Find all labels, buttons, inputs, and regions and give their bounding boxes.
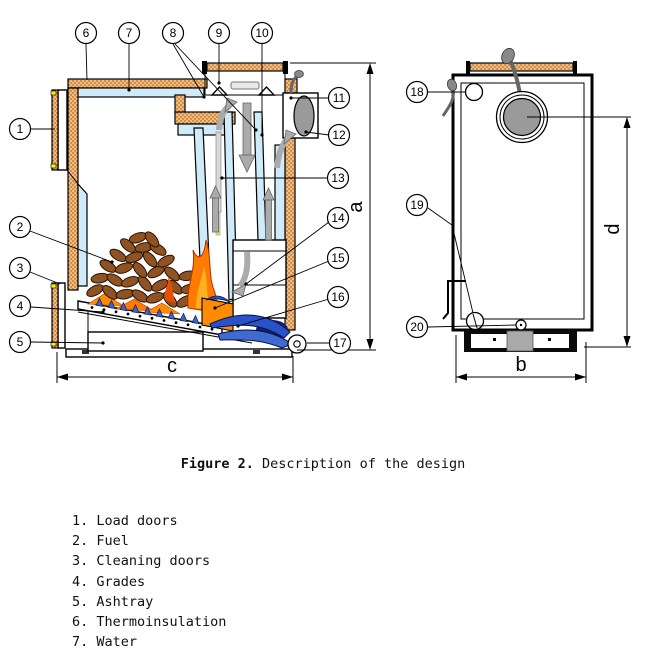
flue-fan: [294, 96, 314, 136]
svg-text:16: 16: [331, 290, 345, 305]
callout-badge-5: [10, 332, 31, 353]
callout-badge-6: [76, 23, 97, 44]
grate-tooth: [180, 313, 187, 321]
cleaning-door: [51, 283, 65, 348]
legend-item: 4. Grades: [72, 573, 146, 590]
legend-item: 1. Load doors: [72, 513, 178, 529]
ashtray: [88, 332, 203, 351]
svg-text:12: 12: [332, 128, 346, 143]
callout-badge-7: [119, 23, 140, 44]
callout-badge-11: [329, 88, 350, 109]
small-port: [516, 320, 526, 330]
svg-text:11: 11: [332, 91, 346, 106]
callout-badge-1: [10, 119, 31, 140]
callout-badge-17: [330, 333, 351, 354]
callout-badge-13: [328, 168, 349, 189]
callout-badge-19: [407, 195, 428, 216]
callout-badge-16: [328, 287, 349, 308]
svg-text:3: 3: [16, 261, 24, 276]
svg-text:17: 17: [333, 336, 347, 351]
legend-item: 5. Ashtray: [72, 593, 154, 610]
legend-list: [72, 511, 226, 652]
chimney-lid: [207, 63, 283, 71]
svg-text:8: 8: [169, 26, 177, 41]
dim-label-a: a: [345, 201, 367, 213]
callout-badge-10: [252, 23, 273, 44]
water-jacket-left: [78, 184, 87, 286]
svg-text:2: 2: [16, 220, 24, 235]
insulation-left: [68, 88, 78, 290]
dim-label-d: d: [602, 223, 624, 235]
callout-badge-8: [163, 23, 184, 44]
back-top-insulation: [466, 61, 577, 74]
grate-tooth: [192, 316, 199, 324]
drain-valve: [467, 313, 484, 330]
boiler-back-view: [443, 46, 592, 352]
dim-label-c: c: [167, 355, 177, 377]
legend-item: 7. Water: [72, 634, 138, 651]
figure-caption-text: Description of the design: [253, 456, 466, 472]
door-hinge: [51, 284, 56, 288]
callout-badge-15: [328, 248, 349, 269]
svg-text:1: 1: [16, 122, 24, 137]
door-hinge: [51, 91, 56, 95]
svg-text:5: 5: [16, 335, 24, 350]
callout-badge-14: [328, 208, 349, 229]
svg-text:6: 6: [82, 26, 90, 41]
svg-text:9: 9: [215, 26, 223, 41]
callout-badge-2: [10, 217, 31, 238]
svg-text:7: 7: [125, 26, 133, 41]
back-base: [464, 330, 577, 352]
svg-text:18: 18: [410, 85, 424, 100]
chimney-box: [202, 61, 288, 95]
callout-badge-9: [209, 23, 230, 44]
svg-text:20: 20: [410, 320, 424, 335]
damper-right: [259, 87, 274, 95]
svg-text:14: 14: [331, 211, 345, 226]
callout-badge-4: [10, 296, 31, 317]
figure-label: Figure 2.: [180, 456, 254, 472]
svg-text:15: 15: [331, 251, 345, 266]
callout-badge-12: [329, 125, 350, 146]
lid-handle: [231, 82, 259, 89]
thermo-well: [466, 84, 483, 101]
svg-text:4: 4: [16, 299, 24, 314]
door-hinge: [51, 164, 56, 168]
insulation-top: [68, 79, 207, 97]
legend-item: 6. Thermoinsulation: [72, 613, 227, 630]
callout-badge-3: [10, 258, 31, 279]
legend-item: 2. Fuel: [72, 533, 129, 550]
callout-badge-20: [407, 317, 428, 338]
svg-text:19: 19: [410, 198, 424, 213]
figure-caption: [0, 456, 646, 472]
down-arrow: [243, 103, 251, 155]
svg-text:10: 10: [255, 26, 269, 41]
dim-label-b: b: [515, 354, 527, 376]
callout-badge-18: [407, 82, 428, 103]
load-door: [51, 90, 67, 170]
boiler-side-view: [51, 61, 318, 357]
svg-text:13: 13: [331, 171, 345, 186]
legend-item: 3. Cleaning doors: [72, 553, 211, 570]
